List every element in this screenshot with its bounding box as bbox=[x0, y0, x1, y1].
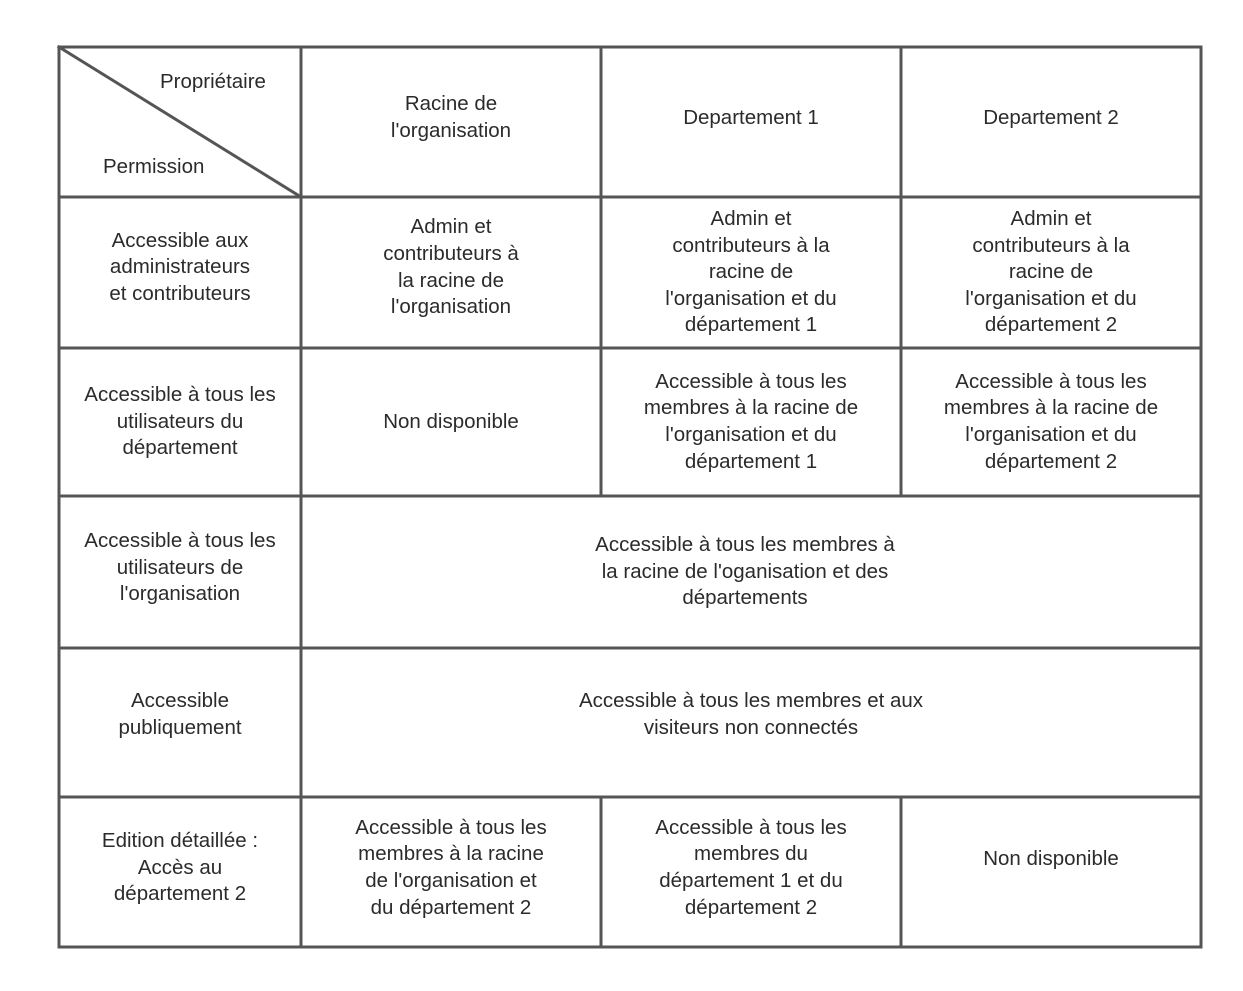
cell-public-span: Accessible à tous les membres et aux visiteurs non connectés bbox=[578, 688, 924, 739]
cell-department-users-department-1: Accessible à tous les membres à la racine de l'organisation et du département 1 bbox=[643, 369, 859, 473]
column-header-department-2: Departement 2 bbox=[983, 105, 1119, 129]
row-label-public: Accessible publiquement bbox=[118, 688, 242, 739]
row-label-department-users: Accessible à tous les utilisateurs du département bbox=[84, 383, 276, 460]
cell-department-users-department-2: Accessible à tous les membres à la racine de l'organisation et du département 2 bbox=[943, 369, 1159, 473]
cell-admins-department-2: Admin et contributeurs à la racine de l'organisation et du département 2 bbox=[965, 207, 1137, 337]
cell-admins-department-1: Admin et contributeurs à la racine de l'organisation et du département 1 bbox=[665, 207, 837, 337]
cell-department-users-organisation-root: Non disponible bbox=[383, 409, 519, 433]
row-label-organisation-users: Accessible à tous les utilisateurs de l'organisation bbox=[84, 529, 276, 606]
corner-permission-label: Permission bbox=[103, 155, 205, 178]
cell-detailed-edition-department-2: Non disponible bbox=[983, 846, 1119, 870]
row-label-admins-contributors: Accessible aux administrateurs et contributeurs bbox=[109, 228, 251, 305]
corner-owner-label: Propriétaire bbox=[160, 70, 266, 93]
column-header-organisation-root: Racine de l'organisation bbox=[390, 92, 512, 142]
cell-detailed-edition-department-1: Accessible à tous les membres du département 1 et du département 2 bbox=[655, 815, 847, 919]
cell-admins-organisation-root: Admin et contributeurs à la racine de l'organisation bbox=[383, 215, 519, 319]
column-header-department-1: Departement 1 bbox=[683, 105, 819, 129]
row-label-detailed-edition: Edition détaillée : Accès au département 2 bbox=[101, 829, 259, 906]
cell-organisation-users-span: Accessible à tous les membres à la racine de l'oganisation et des départements bbox=[595, 533, 895, 610]
cell-detailed-edition-organisation-root: Accessible à tous les membres à la racine de l'organisation et du département 2 bbox=[355, 815, 547, 919]
